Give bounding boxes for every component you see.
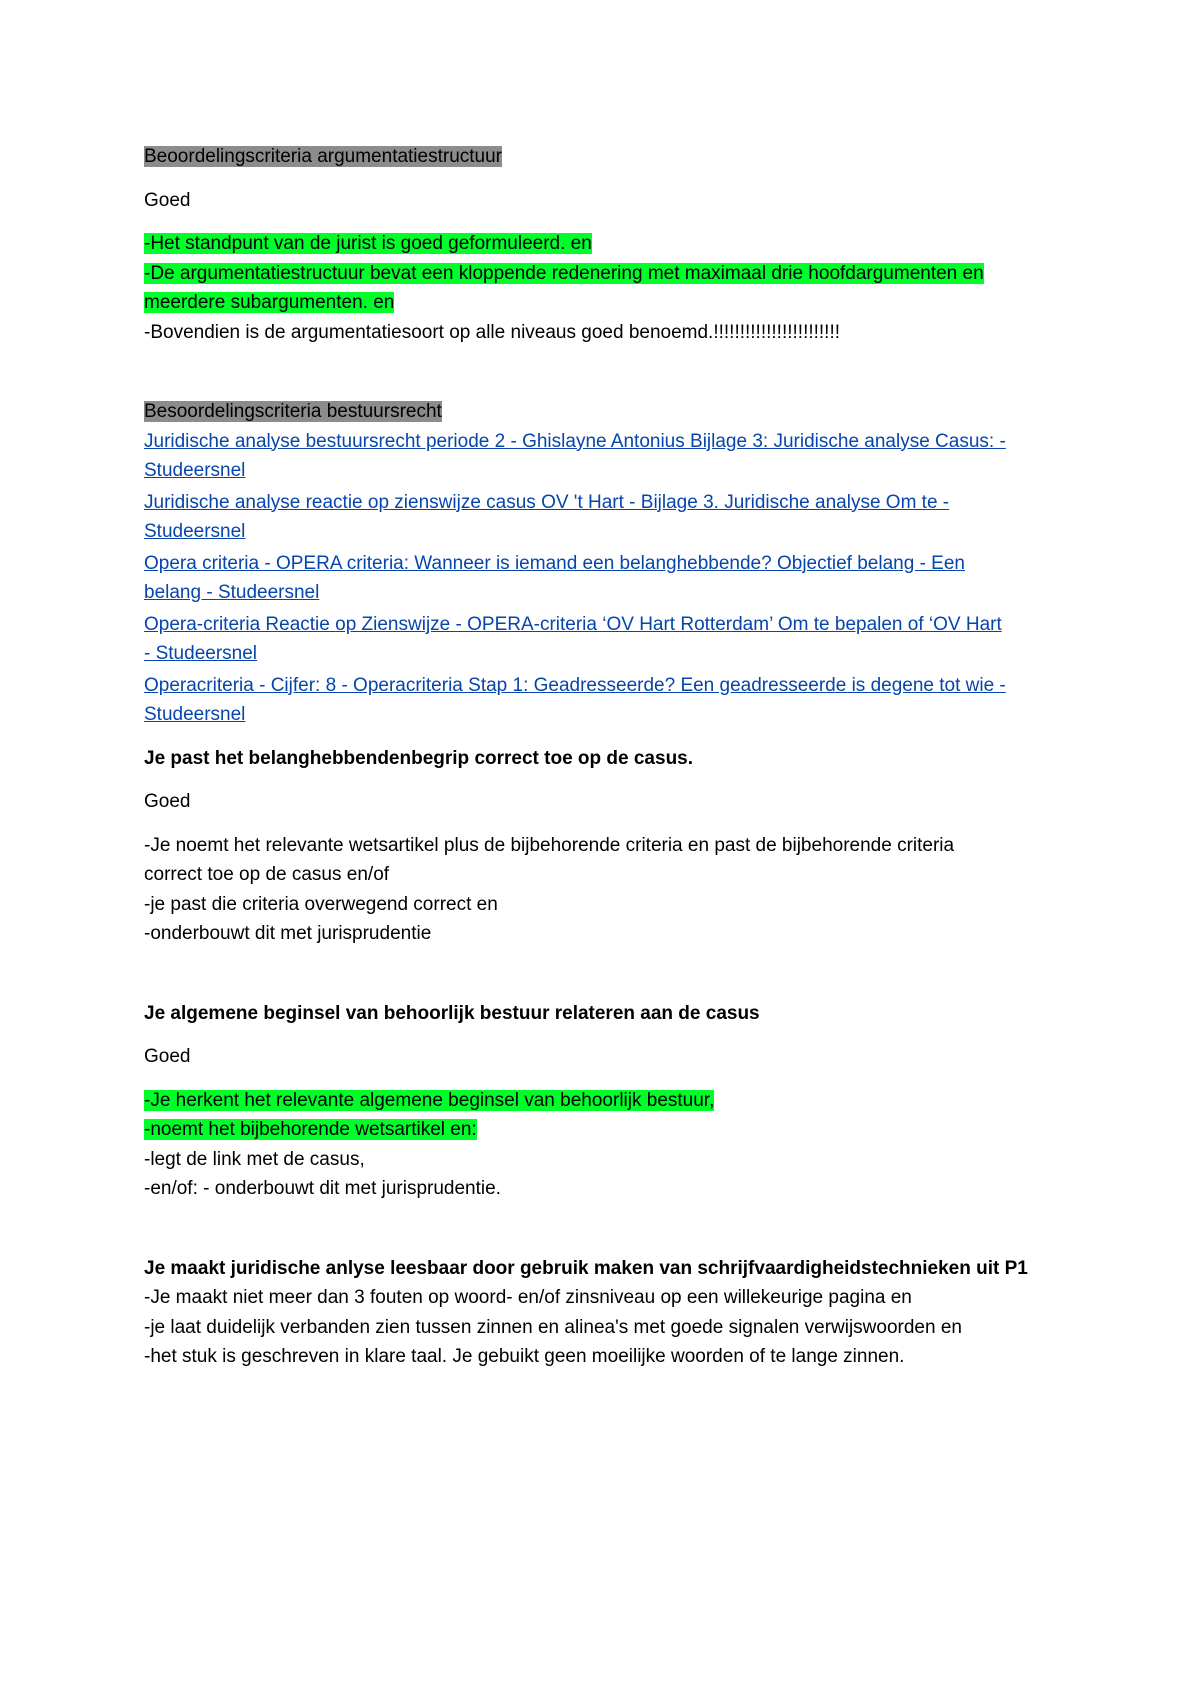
studeersnel-link[interactable]: Opera-criteria Reactie op Zienswijze - OPERA-criteria ‘OV Hart Rotterdam’ Om te bepalen of ‘OV Hart	[144, 613, 1002, 635]
studeersnel-link[interactable]: Studeersnel	[144, 521, 246, 542]
studeersnel-link[interactable]: Operacriteria - Cijfer: 8 - Operacriteria Stap 1: Geadresseerde? Een geadresseerde is degene tot wie -	[144, 674, 1006, 696]
criteria-line: -Je herkent het relevante algemene beginsel van behoorlijk bestuur,	[144, 1089, 715, 1111]
studeersnel-link[interactable]: belang - Studeersnel	[144, 582, 320, 603]
grade-label: Goed	[144, 1046, 191, 1067]
section-bestuursrecht	[144, 397, 1084, 730]
grade-label: Goed	[144, 189, 191, 211]
section-heading: Je algemene beginsel van behoorlijk bestuur relateren aan de casus	[144, 1002, 760, 1024]
grade-label: Goed	[144, 791, 191, 812]
section-leesbaarheid	[144, 1254, 1084, 1372]
document-page	[144, 142, 1084, 1372]
section-heading: Je maakt juridische anlyse leesbaar door gebruik maken van schrijfvaardigheidstechnieken uit P1	[144, 1257, 1028, 1279]
studeersnel-link[interactable]: Studeersnel	[144, 460, 246, 481]
criteria-line: -noemt het bijbehorende wetsartikel en:	[144, 1119, 477, 1140]
section-heading: Besoordelingscriteria bestuursrecht	[144, 401, 442, 422]
criteria-line: -en/of: - onderbouwt dit met jurisprudentie.	[144, 1178, 501, 1199]
criteria-line: correct toe op de casus en/of	[144, 864, 390, 885]
criteria-line: -Bovendien is de argumentatiesoort op alle niveaus goed benoemd.!!!!!!!!!!!!!!!!!!!!!!!!	[144, 321, 841, 343]
section-heading: Beoordelingscriteria argumentatiestructuur	[144, 146, 503, 167]
section-argumentatie	[144, 142, 1084, 172]
criteria-line: -onderbouwt dit met jurisprudentie	[144, 923, 432, 944]
studeersnel-link[interactable]: Opera criteria - OPERA criteria: Wanneer is iemand een belanghebbende? Objectief belang - Een	[144, 552, 965, 574]
studeersnel-link[interactable]: Juridische analyse reactie op zienswijze casus OV 't Hart - Bijlage 3. Juridische analyse Om te -	[144, 491, 950, 513]
criteria-line: -De argumentatiestructuur bevat een kloppende redenering met maximaal drie hoofdargumenten en	[144, 262, 984, 284]
criteria-line: meerdere subargumenten. en	[144, 292, 395, 313]
criteria-line: -het stuk is geschreven in klare taal. Je gebuikt geen moeilijke woorden of te lange zinnen.	[144, 1346, 905, 1367]
criteria-line: -Je noemt het relevante wetsartikel plus de bijbehorende criteria en past de bijbehorende criteria	[144, 834, 955, 856]
studeersnel-link[interactable]: Juridische analyse bestuursrecht periode 2 - Ghislayne Antonius Bijlage 3: Juridische analyse Casus: -	[144, 430, 1006, 452]
studeersnel-link[interactable]: - Studeersnel	[144, 643, 258, 664]
criteria-line: -Je maakt niet meer dan 3 fouten op woord- en/of zinsniveau op een willekeurige pagina en	[144, 1287, 912, 1308]
criteria-line: -je laat duidelijk verbanden zien tussen zinnen en alinea's met goede signalen verwijswoorden en	[144, 1316, 962, 1338]
criteria-line: -Het standpunt van de jurist is goed geformuleerd. en	[144, 233, 592, 254]
section-heading: Je past het belanghebbendenbegrip correct toe op de casus.	[144, 747, 694, 769]
studeersnel-link[interactable]: Studeersnel	[144, 704, 246, 725]
criteria-line: -legt de link met de casus,	[144, 1148, 365, 1170]
criteria-line: -je past die criteria overwegend correct en	[144, 893, 498, 915]
